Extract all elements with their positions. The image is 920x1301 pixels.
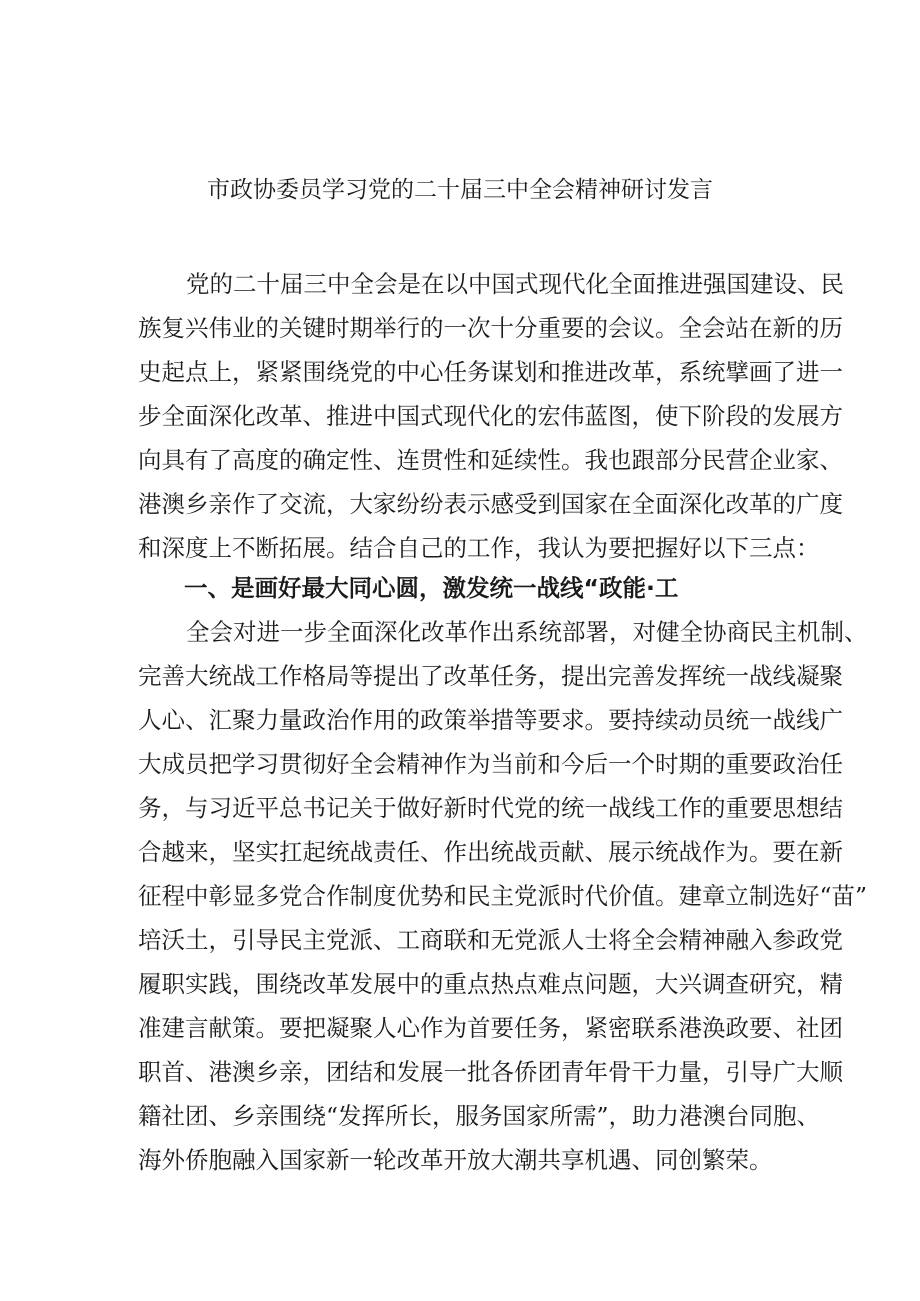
intro-line: 族复兴伟业的关键时期举行的一次十分重要的会议。全会站在新的历 xyxy=(138,314,843,342)
section-line: 准建言献策。要把凝聚人心作为首要任务，紧密联系港涣政要、社团 xyxy=(138,1014,843,1042)
intro-line: 向具有了高度的确定性、连贯性和延续性。我也跟部分民营企业家、 xyxy=(138,446,843,474)
section-line: 海外侨胞融入国家新一轮改革开放大潮共享机遇、同创繁荣。 xyxy=(138,1146,773,1174)
section-line: 务，与习近平总书记关于做好新时代党的统一战线工作的重要思想结 xyxy=(138,794,843,822)
intro-line: 史起点上，紧紧围绕党的中心任务谋划和推进改革，系统擘画了进一 xyxy=(138,358,843,386)
document-title: 市政协委员学习党的二十届三中全会精神研讨发言 xyxy=(207,177,713,203)
section-line: 大成员把学习贯彻好全会精神作为当前和今后一个时期的重要政治任 xyxy=(138,750,843,778)
section-heading: 一、是画好最大同心圆，激发统一战线“政能·工 xyxy=(184,574,679,602)
section-line: 全会对进一步全面深化改革作出系统部署，对健全协商民主机制、 xyxy=(186,618,868,646)
section-line: 籍社团、乡亲围绕“发挥所长，服务国家所需”，助力港澳台同胞、 xyxy=(138,1102,821,1130)
intro-line: 党的二十届三中全会是在以中国式现代化全面推进强国建设、民 xyxy=(186,270,844,298)
section-line: 人心、汇聚力量政治作用的政策举措等要求。要持续动员统一战线广 xyxy=(138,706,843,734)
section-line: 合越来，坚实扛起统战责任、作出统战贡献、展示统战作为。要在新 xyxy=(138,838,843,866)
section-line: 征程中彰显多党合作制度优势和民主党派时代价值。建章立制选好“苗” xyxy=(138,882,868,910)
section-line: 培沃土，引导民主党派、工商联和无党派人士将全会精神融入参政党 xyxy=(138,926,843,954)
intro-line: 步全面深化改革、推进中国式现代化的宏伟蓝图，使下阶段的发展方 xyxy=(138,402,843,430)
section-line: 履职实践，围绕改革发展中的重点热点难点问题，大兴调查研究，精 xyxy=(138,970,843,998)
intro-line: 港澳乡亲作了交流，大家纷纷表示感受到国家在全面深化改革的广度 xyxy=(138,490,843,518)
intro-line: 和深度上不断拓展。结合自己的工作，我认为要把握好以下三点： xyxy=(138,534,820,562)
section-line: 职首、港澳乡亲，团结和发展一批各侨团青年骨干力量，引导广大顺 xyxy=(138,1058,843,1086)
section-line: 完善大统战工作格局等提出了改革任务，提出完善发挥统一战线凝聚 xyxy=(138,662,843,690)
